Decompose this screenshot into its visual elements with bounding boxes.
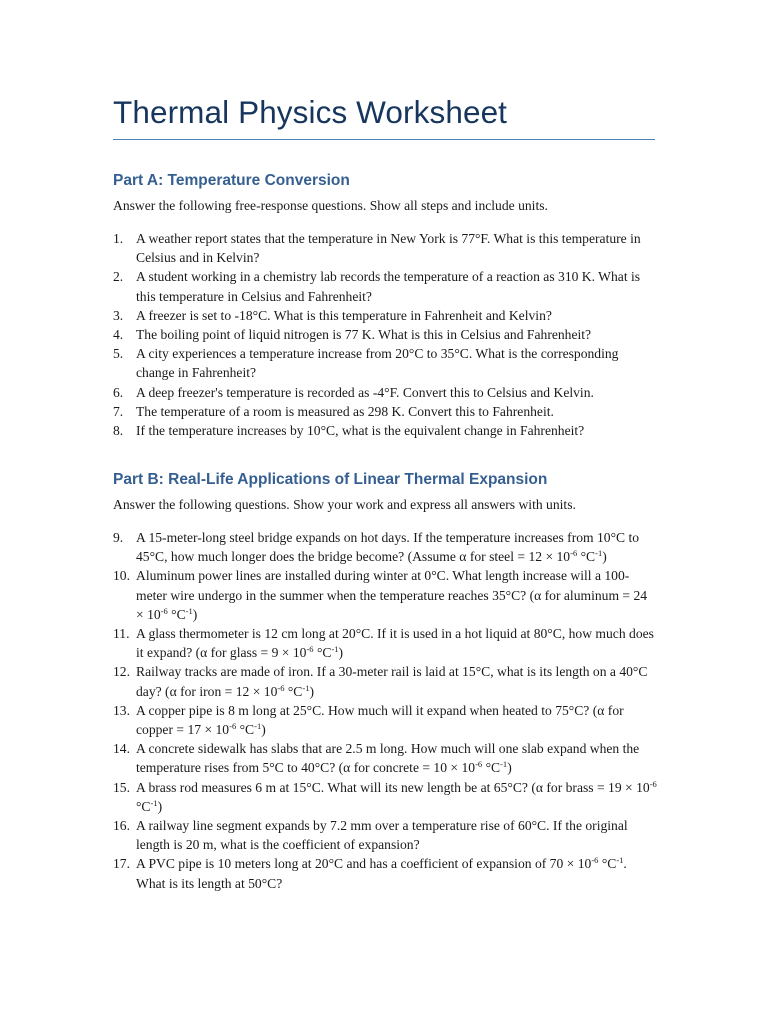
question-item <box>113 344 658 382</box>
question-item <box>113 566 658 624</box>
question-item <box>113 701 658 739</box>
question-item <box>113 662 658 700</box>
question-number: 4. <box>113 327 124 343</box>
question-number: 10. <box>113 568 130 584</box>
question-text: The boiling point of liquid nitrogen is 77 K. What is this in Celsius and Fahrenheit? <box>136 327 592 343</box>
question-item <box>113 267 658 305</box>
question-item <box>113 816 658 854</box>
question-number: 2. <box>113 269 124 285</box>
question-text: A 15-meter-long steel bridge expands on hot days. If the temperature increases from 10°C to 45°C, how much longer does the bridge become? (Assume α for steel = $12 \times 10^{-6}$ $^\circ C^{-1}$) <box>136 530 640 565</box>
question-number: 6. <box>113 384 124 400</box>
section-intro-part-b: Answer the following questions. Show your work and express all answers with units. <box>113 497 576 512</box>
question-text: A deep freezer's temperature is recorded as -4°F. Convert this to Celsius and Kelvin. <box>136 384 594 400</box>
question-number: 11. <box>113 626 130 642</box>
question-item <box>113 624 658 662</box>
question-number: 7. <box>113 403 124 419</box>
question-text: A freezer is set to -18°C. What is this temperature in Fahrenheit and Kelvin? <box>136 307 552 323</box>
question-item <box>113 739 658 777</box>
question-item <box>113 421 658 440</box>
section-intro-part-a: Answer the following free-response questions. Show all steps and include units. <box>113 198 548 213</box>
question-item <box>113 325 658 344</box>
question-number: 5. <box>113 346 124 362</box>
question-item <box>113 528 658 566</box>
question-text: Railway tracks are made of iron. If a 30-meter rail is laid at 15°C, what is its length on a 40°C day? (α for iron = $12 \times 10^{-6}$ $^\circ C^{-1}$) <box>136 664 648 699</box>
section-heading-part-a: Part A: Temperature Conversion <box>113 172 350 189</box>
question-number: 13. <box>113 702 130 718</box>
question-text: A glass thermometer is 12 cm long at 20°C. If it is used in a hot liquid at 80°C, how much does it expand? (α for glass = $9 \times 10^{-6}$ $^\circ C^{-1}$) <box>136 626 654 661</box>
question-item <box>113 778 658 816</box>
question-item <box>113 306 658 325</box>
question-item <box>113 854 658 892</box>
question-number: 15. <box>113 779 130 795</box>
question-item <box>113 229 658 267</box>
question-text: A weather report states that the temperature in New York is 77°F. What is this temperature in Celsius and in Kelvin? <box>136 231 641 266</box>
section-heading-part-b: Part B: Real-Life Applications of Linear Thermal Expansion <box>113 471 548 488</box>
question-text: If the temperature increases by 10°C, what is the equivalent change in Fahrenheit? <box>136 423 585 439</box>
question-number: 8. <box>113 423 124 439</box>
question-number: 14. <box>113 741 130 757</box>
title-divider <box>113 139 655 140</box>
question-text: A city experiences a temperature increase from 20°C to 35°C. What is the corresponding change in Fahrenheit? <box>136 346 619 381</box>
question-list-part-a <box>113 229 658 440</box>
question-text: A copper pipe is 8 m long at 25°C. How much will it expand when heated to 75°C? (α for copper = $17 \times 10^{-6}$ $^\circ C^{-1}$) <box>136 702 624 738</box>
question-list-part-b <box>113 528 658 893</box>
question-number: 9. <box>113 530 124 545</box>
question-number: 12. <box>113 664 130 680</box>
question-item <box>113 402 658 421</box>
question-text: A PVC pipe is 10 meters long at 20°C and has a coefficient of expansion of $70 \times 10^{-6}$ $^\circ C^{-1}$. What is its length at 50°C? <box>136 855 627 891</box>
question-text: A railway line segment expands by 7.2 mm over a temperature rise of 60°C. If the original length is 20 m, what is the coefficient of expansion? <box>136 818 628 853</box>
question-number: 1. <box>113 231 124 246</box>
question-item <box>113 383 658 402</box>
question-number: 17. <box>113 856 130 872</box>
question-text: Aluminum power lines are installed during winter at 0°C. What length increase will a 100-meter wire undergo in the summer when the temperature reaches 35°C? (α for aluminum = $24 \times 10^{-6}$ $^\circ C^{-1}$) <box>136 568 648 622</box>
question-number: 16. <box>113 818 130 834</box>
page-title: Thermal Physics Worksheet <box>113 94 508 130</box>
question-text: The temperature of a room is measured as 298 K. Convert this to Fahrenheit. <box>136 403 554 419</box>
question-number: 3. <box>113 307 124 323</box>
question-text: A student working in a chemistry lab records the temperature of a reaction as 310 K. What is this temperature in Celsius and Fahrenheit? <box>136 269 641 304</box>
question-text: A brass rod measures 6 m at 15°C. What will its new length be at 65°C? (α for brass = $19 \times 10^{-6}$ $^\circ C^{-1}$) <box>136 778 657 814</box>
question-text: A concrete sidewalk has slabs that are 2.5 m long. How much will one slab expand when the temperature rises from 5°C to 40°C? (α for concrete = $10 \times 10^{-6}$ $^\circ C^{-1}$) <box>136 741 640 776</box>
